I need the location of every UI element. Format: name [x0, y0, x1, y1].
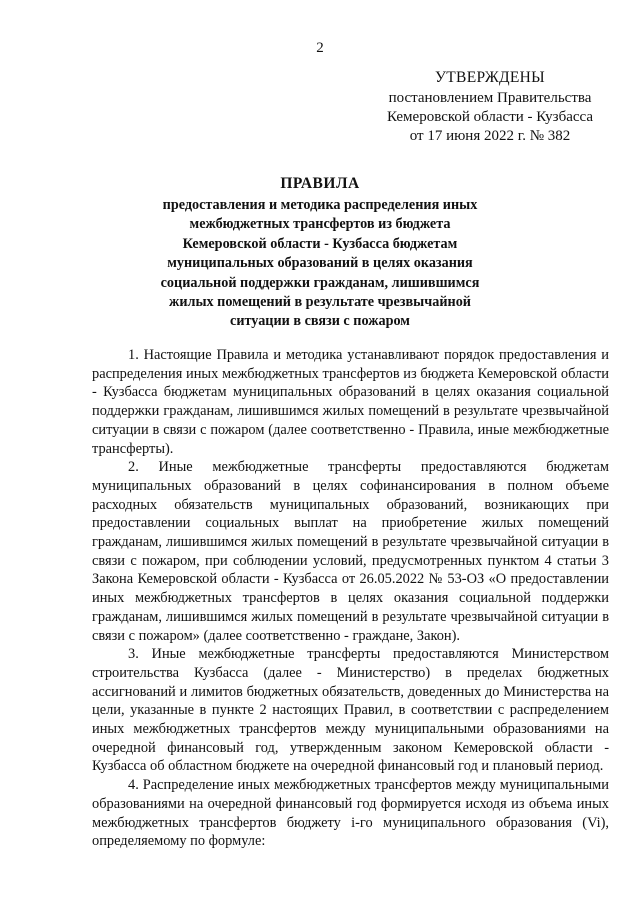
- approval-line-1: постановлением Правительства: [388, 90, 592, 106]
- approval-line-3: от 17 июня 2022 г. № 382: [409, 128, 571, 144]
- paragraph-1: 1. Настоящие Правила и методика устанавливают порядок предоставления и распределения иных межбюджетных трансфертов из бюджета Кемеровской области - Кузбасса бюджетам муниципальных образований в целях оказания социальной поддержки гражданам, лишившимся жилых помещений в результате чрезвычайной ситуации в связи с пожаром (далее соответственно - Правила, иные межбюджетные трансферты).: [92, 347, 609, 457]
- document-subtitle-line: Кемеровской области - Кузбасса бюджетам: [182, 235, 458, 252]
- approval-line-2: Кемеровской области - Кузбасса: [386, 109, 594, 125]
- document-subtitle-line: муниципальных образований в целях оказания: [167, 255, 473, 272]
- document-subtitle-line: жилых помещений в результате чрезвычайной: [169, 294, 471, 311]
- paragraph-3: 3. Иные межбюджетные трансферты предоставляются Министерством строительства Кузбасса (далее - Министерство) в пределах бюджетных ассигнований и лимитов бюджетных обязательств, доведенных до Министерства на цели, указанные в пункте 2 настоящих Правил, в соответствии с распределением иных межбюджетных трансфертов между муниципальными образованиями на очередной финансовый год, утвержденным законом Кемеровской области - Кузбасса об областном бюджете на очередной финансовый год и плановый период.: [92, 646, 609, 775]
- document-heading: ПРАВИЛА: [280, 175, 360, 192]
- document-subtitle-line: социальной поддержки гражданам, лишившимся: [160, 274, 480, 291]
- document-subtitle-line: ситуации в связи с пожаром: [230, 313, 410, 330]
- document-body: [92, 346, 609, 851]
- document-subtitle-line: предоставления и методика распределения иных: [162, 197, 478, 213]
- paragraph-2: 2. Иные межбюджетные трансферты предоставляются бюджетам муниципальных образований в целях софинансирования в полном объеме расходных обязательств муниципальных образований, возникающих при предоставлении социальных выплат на приобретение жилых помещений гражданам, лишившимся жилых помещений в результате чрезвычайной ситуации в связи с пожаром, при соблюдении условий, предусмотренных пунктом 4 статьи 3 Закона Кемеровской области - Кузбасса от 26.05.2022 № 53-ОЗ «О предоставлении иных межбюджетных трансфертов в целях оказания социальной поддержки гражданам, лишившимся жилых помещений в результате чрезвычайной ситуации в связи с пожаром» (далее соответственно - граждане, Закон).: [92, 459, 609, 644]
- document-title: [80, 175, 560, 332]
- approval-title: УТВЕРЖДЕНЫ: [435, 69, 545, 86]
- page-number: 2: [316, 40, 324, 56]
- paragraph-4: 4. Распределение иных межбюджетных трансфертов между муниципальными образованиями на очередной финансовый год формируется исходя из объема иных межбюджетных трансфертов бюджету i-го муниципального образования (Vi), определяемому по формуле:: [92, 777, 609, 850]
- document-subtitle-line: межбюджетных трансфертов из бюджета: [189, 216, 451, 233]
- approval-stamp: [360, 68, 620, 146]
